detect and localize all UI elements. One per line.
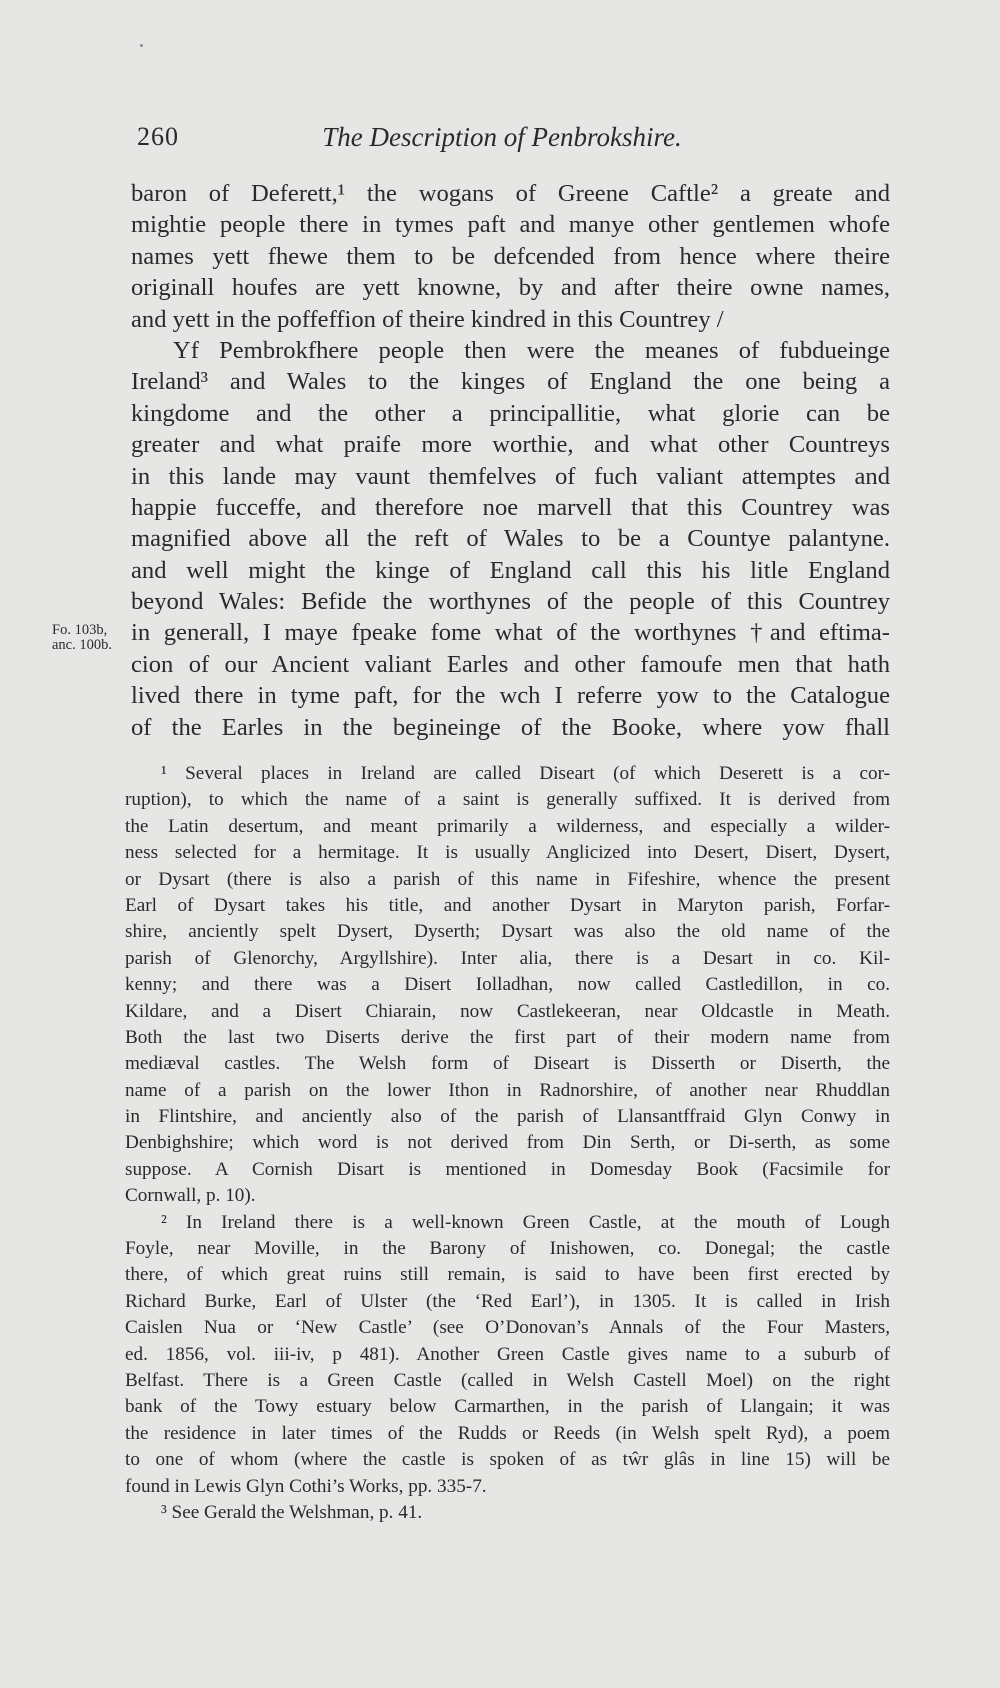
text-line: in this lande may vaunt themfelves of fuch valiant attemptes and xyxy=(131,462,890,490)
margin-note xyxy=(52,623,112,653)
footnote-line: found in Lewis Glyn Cothi’s Works, pp. 335-7. xyxy=(125,1475,487,1497)
footnote-line: Richard Burke, Earl of Ulster (the ‘Red Earl’), in 1305. It is called in Irish xyxy=(125,1290,890,1312)
footnote-line: shire, anciently spelt Dysert, Dyserth; Dysart was also the old name of the xyxy=(125,921,890,943)
footnote-line: Foyle, near Moville, in the Barony of Inishowen, co. Donegal; the castle xyxy=(125,1238,890,1260)
footnote-line: suppose. A Cornish Disart is mentioned in Domesday Book (Facsimile for xyxy=(125,1158,890,1180)
text-line: mightie people there in tymes paft and manye other gentlemen whofe xyxy=(131,211,890,239)
page-speck xyxy=(140,44,143,47)
footnote-line: Caislen Nua or ‘New Castle’ (see O’Donovan’s Annals of the Four Masters, xyxy=(125,1317,890,1339)
text-line: Yf Pembrokfhere people then were the meanes of fubdueinge xyxy=(173,336,890,364)
text-line: baron of Deferett,¹ the wogans of Greene Caftle² a greate and xyxy=(131,180,890,207)
text-line: and well might the kinge of England call this his litle England xyxy=(131,556,890,584)
page-number: 260 xyxy=(137,122,179,151)
footnote-line: ruption), to which the name of a saint is generally suffixed. It is derived from xyxy=(125,789,890,811)
margin-note-line: Fo. 103b, xyxy=(52,622,108,638)
main-text xyxy=(131,178,890,743)
footnote-line: mediæval castles. The Welsh form of Diseart is Disserth or Diserth, the xyxy=(125,1053,890,1075)
footnote-line: the Latin desertum, and meant primarily a wilderness, and especially a wilder- xyxy=(125,815,890,837)
footnote-line: Earl of Dysart takes his title, and another Dysart in Maryton parish, Forfar- xyxy=(125,894,890,916)
footnote-line: ¹ Several places in Ireland are called Diseart (of which Deserett is a cor- xyxy=(161,763,890,784)
text-line: names yett fhewe them to be defcended from hence where theire xyxy=(131,242,890,270)
footnote-line: Cornwall, p. 10). xyxy=(125,1185,256,1207)
footnote-line: parish of Glenorchy, Argyllshire). Inter alia, there is a Desart in co. Kil- xyxy=(125,947,890,969)
footnote-line: ³ See Gerald the Welshman, p. 41. xyxy=(161,1501,423,1523)
text-line: kingdome and the other a principallitie, what glorie can be xyxy=(131,399,890,427)
page-header xyxy=(137,122,827,162)
text-line: beyond Wales: Befide the worthynes of the people of this Countrey xyxy=(131,588,890,616)
footnote-line: to one of whom (where the castle is spoken of as tŵr glâs in line 15) will be xyxy=(125,1449,890,1471)
footnotes xyxy=(125,761,890,1526)
footnote-line: bank of the Towy estuary below Carmarthen, in the parish of Llangain; it was xyxy=(125,1396,890,1418)
footnote-line: Both the last two Diserts derive the first part of their modern name from xyxy=(125,1026,890,1048)
footnote-line: kenny; and there was a Disert Iolladhan, now called Castledillon, in co. xyxy=(125,974,890,996)
footnote-line: ² In Ireland there is a well-known Green Castle, at the mouth of Lough xyxy=(161,1211,890,1233)
text-line: Ireland³ and Wales to the kinges of England the one being a xyxy=(131,368,890,396)
text-line: and yett in the poffeffion of theire kindred in this Countrey / xyxy=(131,305,724,333)
text-line: originall houfes are yett knowne, by and after theire owne names, xyxy=(131,274,890,302)
footnote-line: Denbighshire; which word is not derived from Din Serth, or Di-serth, as some xyxy=(125,1132,890,1154)
footnote-line: ness selected for a hermitage. It is usually Anglicized into Desert, Disert, Dysert, xyxy=(125,842,890,864)
text-line: magnified above all the reft of Wales to be a Countye palantyne. xyxy=(131,525,890,553)
footnote-line: name of a parish on the lower Ithon in Radnorshire, of another near Rhuddlan xyxy=(125,1079,890,1101)
footnote-line: Belfast. There is a Green Castle (called in Welsh Castell Moel) on the right xyxy=(125,1369,890,1391)
margin-note-line: anc. 100b. xyxy=(52,637,112,653)
text-line: lived there in tyme paft, for the wch I referre yow to the Catalogue xyxy=(131,682,890,710)
running-title: The Description of Penbrokshire. xyxy=(322,122,682,152)
footnote-line: or Dysart (there is also a parish of this name in Fifeshire, whence the present xyxy=(125,868,890,890)
text-line: happie fucceffe, and therefore noe marvell that this Countrey was xyxy=(131,493,890,521)
text-line: cion of our Ancient valiant Earles and other famoufe men that hath xyxy=(131,650,890,678)
text-line: of the Earles in the begineinge of the Booke, where yow fhall xyxy=(131,713,890,741)
text-line: greater and what praife more worthie, and what other Countreys xyxy=(131,431,890,459)
footnote-line: in Flintshire, and anciently also of the parish of Llansantffraid Glyn Conwy in xyxy=(125,1106,890,1128)
footnote-line: ed. 1856, vol. iii-iv, p 481). Another Green Castle gives name to a suburb of xyxy=(125,1343,890,1365)
footnote-line: there, of which great ruins still remain, is said to have been first erected by xyxy=(125,1264,890,1286)
footnote-line: the residence in later times of the Rudds or Reeds (in Welsh spelt Ryd), a poem xyxy=(125,1422,890,1444)
footnote-line: Kildare, and a Disert Chiarain, now Castlekeeran, near Oldcastle in Meath. xyxy=(125,1000,890,1022)
text-line: in generall, I maye fpeake fome what of the worthynes †and eftima- xyxy=(131,619,890,647)
